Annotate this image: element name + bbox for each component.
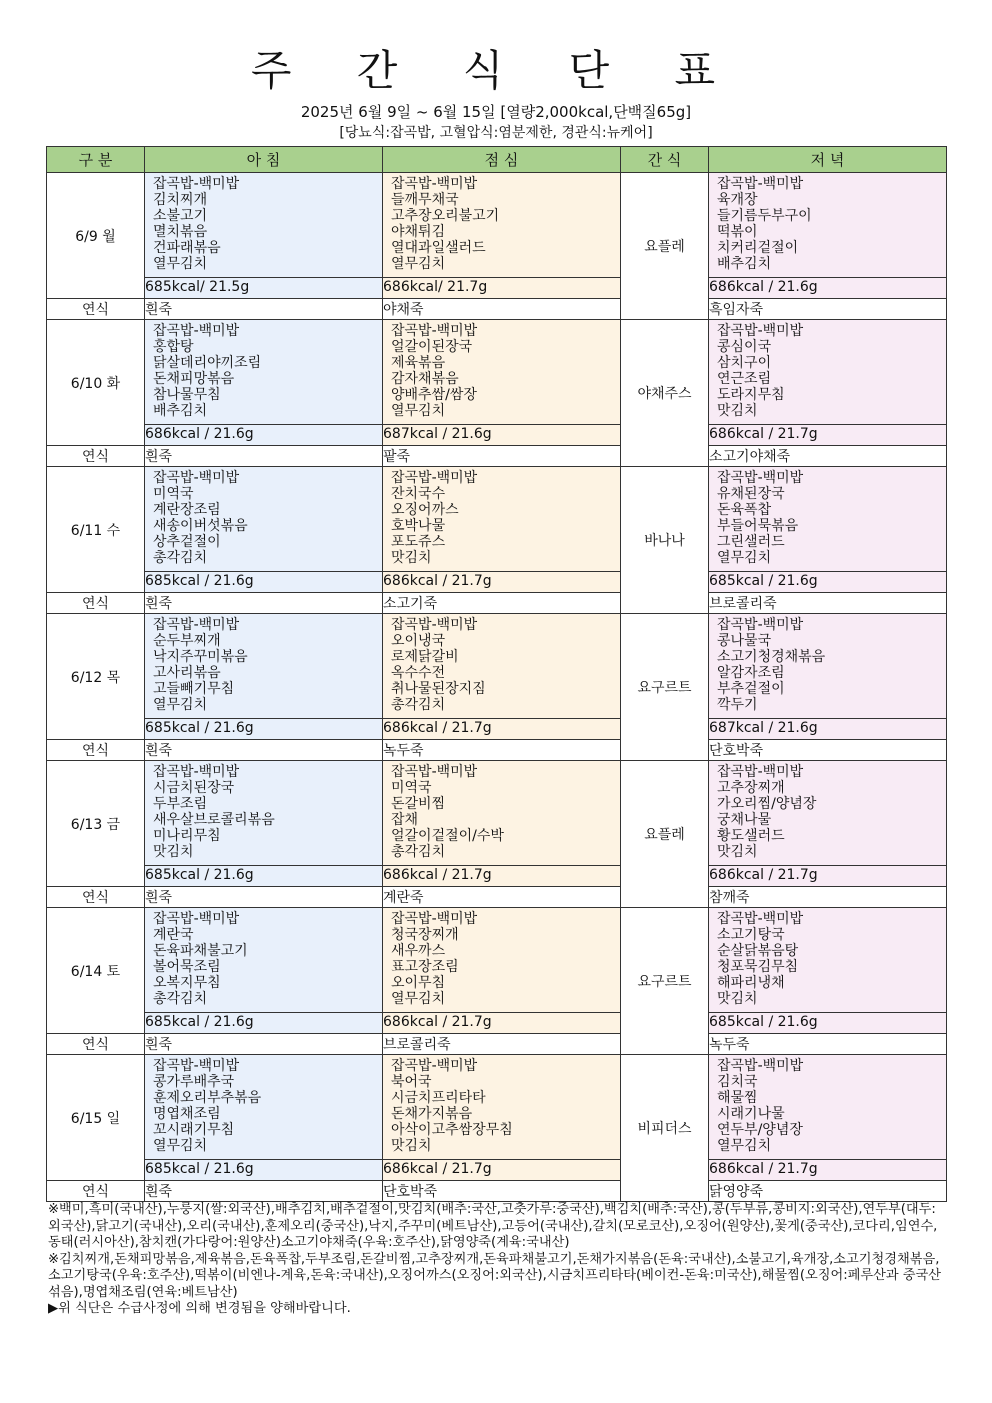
menu-items-row xyxy=(47,614,947,719)
lunch-item: 로제닭갈비 xyxy=(391,649,459,665)
breakfast-cell xyxy=(145,467,383,572)
dinner-item: 잡곡밥-백미밥 xyxy=(717,764,804,780)
dinner-items xyxy=(709,614,946,718)
breakfast-porridge: 흰죽 xyxy=(145,1181,383,1202)
breakfast-cell xyxy=(145,908,383,1013)
change-notice: ▶위 식단은 수급사정에 의해 변경됨을 양해바랍니다. xyxy=(48,1301,351,1316)
dinner-porridge: 녹두죽 xyxy=(709,1034,947,1055)
kcal-row xyxy=(47,425,947,446)
dinner-items xyxy=(709,320,946,424)
origin-note-1: ※백미,흑미(국내산),누룽지(쌀:외국산),배추김치,배추겉절이,맛김치(배추:국산,고춧가루:중국산),백김치(배추:국산),콩(두부류,콩비지:외국산),연두부(대두:외국산),닭고기(국내산),오리(국내산),훈제오리(중국산),낙지,주꾸미(베트남산),고등어(국내산),갈치(모로코산),오징어(원양산),꽃게(중국산),코다리,임연수,동태(러시아산),참치캔(가다랑어:원양산)소고기야채죽(우육:호주산),닭영양죽(계육:국내산) xyxy=(48,1202,938,1250)
breakfast-items xyxy=(145,761,382,865)
breakfast-item: 시금치된장국 xyxy=(153,780,235,796)
breakfast-cell xyxy=(145,761,383,866)
day-label: 6/10 화 xyxy=(47,320,145,446)
dinner-cell xyxy=(709,614,947,719)
dinner-item: 해파리냉채 xyxy=(717,975,785,991)
dinner-cell xyxy=(709,908,947,1013)
breakfast-item: 새송이버섯볶음 xyxy=(153,518,248,534)
breakfast-item: 돈채피망볶음 xyxy=(153,371,235,387)
porridge-row xyxy=(47,887,947,908)
dinner-item: 부들어묵볶음 xyxy=(717,518,799,534)
dinner-item: 치커리겉절이 xyxy=(717,240,799,256)
lunch-item: 고추장오리불고기 xyxy=(391,208,500,224)
breakfast-porridge: 흰죽 xyxy=(145,887,383,908)
lunch-item: 잡곡밥-백미밥 xyxy=(391,1058,478,1074)
dinner-porridge: 참깨죽 xyxy=(709,887,947,908)
dinner-item: 돈육폭찹 xyxy=(717,502,772,518)
dinner-kcal: 686kcal / 21.7g xyxy=(709,866,947,887)
lunch-item: 미역국 xyxy=(391,780,432,796)
snack-cell: 비피더스 xyxy=(621,1055,709,1202)
dinner-item: 유채된장국 xyxy=(717,486,785,502)
dinner-item: 열무김치 xyxy=(717,550,772,566)
lunch-item: 들깨무채국 xyxy=(391,192,459,208)
dinner-items xyxy=(709,908,946,1012)
breakfast-item: 열무김치 xyxy=(153,256,208,272)
dinner-item: 잡곡밥-백미밥 xyxy=(717,323,804,339)
dinner-item: 순살닭볶음탕 xyxy=(717,943,799,959)
menu-items-row xyxy=(47,1055,947,1160)
breakfast-kcal: 685kcal / 21.6g xyxy=(145,1013,383,1034)
day-label: 6/13 금 xyxy=(47,761,145,887)
snack-cell: 요플레 xyxy=(621,761,709,908)
dinner-item: 해물찜 xyxy=(717,1090,758,1106)
porridge-row xyxy=(47,1181,947,1202)
menu-items-row xyxy=(47,173,947,278)
dinner-item: 잡곡밥-백미밥 xyxy=(717,176,804,192)
dinner-item: 시래기나물 xyxy=(717,1106,785,1122)
breakfast-item: 멸치볶음 xyxy=(153,224,208,240)
menu-items-row xyxy=(47,761,947,866)
breakfast-cell xyxy=(145,173,383,278)
breakfast-item: 계란국 xyxy=(153,927,194,943)
lunch-item: 잡채 xyxy=(391,812,419,828)
dinner-items xyxy=(709,173,946,277)
breakfast-porridge: 흰죽 xyxy=(145,740,383,761)
breakfast-cell xyxy=(145,1055,383,1160)
breakfast-kcal: 685kcal / 21.6g xyxy=(145,866,383,887)
breakfast-item: 잡곡밥-백미밥 xyxy=(153,617,240,633)
kcal-row xyxy=(47,1160,947,1181)
breakfast-items xyxy=(145,320,382,424)
porridge-label: 연식 xyxy=(47,1034,145,1055)
lunch-cell xyxy=(383,320,621,425)
lunch-item: 잡곡밥-백미밥 xyxy=(391,323,478,339)
lunch-item: 총각김치 xyxy=(391,844,446,860)
breakfast-item: 명엽채조림 xyxy=(153,1106,221,1122)
lunch-item: 야채튀김 xyxy=(391,224,446,240)
lunch-items xyxy=(383,614,620,718)
breakfast-item: 총각김치 xyxy=(153,550,208,566)
breakfast-item: 낙지주꾸미볶음 xyxy=(153,649,248,665)
dinner-item: 배추김치 xyxy=(717,256,772,272)
dinner-item: 맛김치 xyxy=(717,844,758,860)
dinner-item: 콩심이국 xyxy=(717,339,772,355)
lunch-cell xyxy=(383,761,621,866)
breakfast-porridge: 흰죽 xyxy=(145,299,383,320)
menu-items-row xyxy=(47,467,947,572)
lunch-items xyxy=(383,173,620,277)
breakfast-item: 두부조림 xyxy=(153,796,208,812)
lunch-cell xyxy=(383,908,621,1013)
snack-cell: 요구르트 xyxy=(621,908,709,1055)
breakfast-item: 잡곡밥-백미밥 xyxy=(153,764,240,780)
porridge-label: 연식 xyxy=(47,299,145,320)
lunch-kcal: 686kcal / 21.7g xyxy=(383,1013,621,1034)
dinner-item: 잡곡밥-백미밥 xyxy=(717,911,804,927)
dinner-item: 열무김치 xyxy=(717,1138,772,1154)
breakfast-item: 홍합탕 xyxy=(153,339,194,355)
kcal-row xyxy=(47,1013,947,1034)
breakfast-kcal: 685kcal / 21.6g xyxy=(145,719,383,740)
lunch-item: 옥수수전 xyxy=(391,665,446,681)
porridge-row xyxy=(47,1034,947,1055)
dinner-cell xyxy=(709,467,947,572)
breakfast-item: 꼬시래기무침 xyxy=(153,1122,235,1138)
day-label: 6/11 수 xyxy=(47,467,145,593)
lunch-item: 제육볶음 xyxy=(391,355,446,371)
dinner-item: 잡곡밥-백미밥 xyxy=(717,1058,804,1074)
snack-cell: 야채주스 xyxy=(621,320,709,467)
dinner-kcal: 685kcal / 21.6g xyxy=(709,1013,947,1034)
kcal-row xyxy=(47,866,947,887)
breakfast-item: 총각김치 xyxy=(153,991,208,1007)
dinner-item: 청포묵김무침 xyxy=(717,959,799,975)
header-breakfast: 아 침 xyxy=(145,147,383,173)
dinner-item: 알감자조림 xyxy=(717,665,785,681)
breakfast-item: 맛김치 xyxy=(153,844,194,860)
breakfast-cell xyxy=(145,614,383,719)
dinner-porridge: 소고기야채죽 xyxy=(709,446,947,467)
lunch-porridge: 팥죽 xyxy=(383,446,621,467)
breakfast-item: 고사리볶음 xyxy=(153,665,221,681)
lunch-porridge: 야채죽 xyxy=(383,299,621,320)
lunch-kcal: 686kcal / 21.7g xyxy=(383,866,621,887)
lunch-item: 호박나물 xyxy=(391,518,446,534)
dinner-item: 떡볶이 xyxy=(717,224,758,240)
kcal-row xyxy=(47,572,947,593)
lunch-item: 맛김치 xyxy=(391,1138,432,1154)
lunch-porridge: 계란죽 xyxy=(383,887,621,908)
origin-notes xyxy=(48,1202,948,1318)
porridge-label: 연식 xyxy=(47,1181,145,1202)
dinner-porridge: 닭영양죽 xyxy=(709,1181,947,1202)
lunch-item: 잡곡밥-백미밥 xyxy=(391,764,478,780)
breakfast-item: 계란장조림 xyxy=(153,502,221,518)
porridge-label: 연식 xyxy=(47,446,145,467)
header-dinner: 저 녁 xyxy=(709,147,947,173)
breakfast-item: 콩가루배추국 xyxy=(153,1074,235,1090)
breakfast-item: 돈육파채불고기 xyxy=(153,943,248,959)
dinner-item: 콩나물국 xyxy=(717,633,772,649)
lunch-item: 포도쥬스 xyxy=(391,534,446,550)
breakfast-item: 훈제오리부추볶음 xyxy=(153,1090,262,1106)
dinner-items xyxy=(709,467,946,571)
lunch-item: 잔치국수 xyxy=(391,486,446,502)
dinner-porridge: 흑임자죽 xyxy=(709,299,947,320)
lunch-item: 취나물된장지짐 xyxy=(391,681,486,697)
dinner-item: 잡곡밥-백미밥 xyxy=(717,470,804,486)
breakfast-item: 상추겉절이 xyxy=(153,534,221,550)
porridge-row xyxy=(47,446,947,467)
breakfast-item: 김치찌개 xyxy=(153,192,208,208)
lunch-item: 열대과일샐러드 xyxy=(391,240,486,256)
lunch-item: 열무김치 xyxy=(391,256,446,272)
lunch-item: 돈채가지볶음 xyxy=(391,1106,473,1122)
breakfast-item: 소불고기 xyxy=(153,208,208,224)
breakfast-item: 열무김치 xyxy=(153,1138,208,1154)
breakfast-kcal: 685kcal / 21.6g xyxy=(145,1160,383,1181)
menu-items-row xyxy=(47,908,947,1013)
breakfast-item: 잡곡밥-백미밥 xyxy=(153,911,240,927)
dinner-item: 깍두기 xyxy=(717,697,758,713)
dinner-item: 소고기청경채볶음 xyxy=(717,649,826,665)
dinner-porridge: 브로콜리죽 xyxy=(709,593,947,614)
lunch-items xyxy=(383,908,620,1012)
porridge-label: 연식 xyxy=(47,593,145,614)
lunch-item: 총각김치 xyxy=(391,697,446,713)
dinner-item: 삼치구이 xyxy=(717,355,772,371)
lunch-item: 북어국 xyxy=(391,1074,432,1090)
snack-cell: 요구르트 xyxy=(621,614,709,761)
dinner-items xyxy=(709,761,946,865)
lunch-item: 새우까스 xyxy=(391,943,446,959)
weekly-menu-table xyxy=(46,146,947,1202)
lunch-item: 맛김치 xyxy=(391,550,432,566)
day-label: 6/12 목 xyxy=(47,614,145,740)
dinner-kcal: 686kcal / 21.7g xyxy=(709,425,947,446)
lunch-item: 시금치프리타타 xyxy=(391,1090,486,1106)
lunch-item: 오이무침 xyxy=(391,975,446,991)
header-category: 구 분 xyxy=(47,147,145,173)
lunch-items xyxy=(383,761,620,865)
lunch-cell xyxy=(383,614,621,719)
dinner-item: 김치국 xyxy=(717,1074,758,1090)
kcal-row xyxy=(47,719,947,740)
date-range-subtitle: 2025년 6월 9일 ~ 6월 15일 [열량2,000kcal,단백질65g] xyxy=(300,103,692,121)
dinner-item: 연근조림 xyxy=(717,371,772,387)
snack-cell: 바나나 xyxy=(621,467,709,614)
page-title: 주 간 식 단 표 xyxy=(250,46,742,95)
dinner-items xyxy=(709,1055,946,1159)
dinner-item: 소고기탕국 xyxy=(717,927,785,943)
lunch-porridge: 브로콜리죽 xyxy=(383,1034,621,1055)
lunch-item: 돈갈비찜 xyxy=(391,796,446,812)
day-label: 6/14 토 xyxy=(47,908,145,1034)
breakfast-item: 볼어묵조림 xyxy=(153,959,221,975)
breakfast-item: 잡곡밥-백미밥 xyxy=(153,1058,240,1074)
breakfast-items xyxy=(145,908,382,1012)
breakfast-items xyxy=(145,467,382,571)
lunch-kcal: 686kcal/ 21.7g xyxy=(383,278,621,299)
lunch-item: 잡곡밥-백미밥 xyxy=(391,470,478,486)
dinner-item: 연두부/양념장 xyxy=(717,1122,803,1138)
dinner-item: 도라지무침 xyxy=(717,387,785,403)
breakfast-kcal: 685kcal / 21.6g xyxy=(145,572,383,593)
dinner-item: 맛김치 xyxy=(717,403,758,419)
porridge-row xyxy=(47,740,947,761)
origin-note-2: ※김치찌개,돈채피망볶음,제육볶음,돈육폭찹,두부조림,돈갈비찜,고추장찌개,돈육파채불고기,돈채가지볶음(돈육:국내산),소불고기,육개장,소고기청경채볶음,소고기탕국(우육:호주산),떡볶이(비엔나-계육,돈육:국내산),오징어까스(오징어:외국산),시금치프리타타(베이컨-돈육:미국산),해물찜(오징어:페루산과 중국산 섞음),명엽채조림(연육:베트남산) xyxy=(48,1251,942,1300)
header-lunch: 점 심 xyxy=(383,147,621,173)
dinner-kcal: 687kcal / 21.6g xyxy=(709,719,947,740)
porridge-label: 연식 xyxy=(47,887,145,908)
lunch-cell xyxy=(383,467,621,572)
breakfast-porridge: 흰죽 xyxy=(145,446,383,467)
breakfast-items xyxy=(145,1055,382,1159)
lunch-porridge: 소고기죽 xyxy=(383,593,621,614)
dinner-item: 고추장찌개 xyxy=(717,780,785,796)
lunch-items xyxy=(383,467,620,571)
lunch-item: 열무김치 xyxy=(391,991,446,1007)
lunch-item: 표고장조림 xyxy=(391,959,459,975)
dinner-item: 부추겉절이 xyxy=(717,681,785,697)
dinner-item: 맛김치 xyxy=(717,991,758,1007)
lunch-item: 청국장찌개 xyxy=(391,927,459,943)
lunch-porridge: 단호박죽 xyxy=(383,1181,621,1202)
day-label: 6/15 일 xyxy=(47,1055,145,1181)
dinner-cell xyxy=(709,173,947,278)
porridge-row xyxy=(47,593,947,614)
breakfast-item: 닭살데리야끼조림 xyxy=(153,355,262,371)
dinner-kcal: 685kcal / 21.6g xyxy=(709,572,947,593)
lunch-item: 잡곡밥-백미밥 xyxy=(391,911,478,927)
lunch-item: 잡곡밥-백미밥 xyxy=(391,176,478,192)
day-label: 6/9 월 xyxy=(47,173,145,299)
dinner-item: 들기름두부구이 xyxy=(717,208,812,224)
dinner-cell xyxy=(709,320,947,425)
lunch-items xyxy=(383,1055,620,1159)
lunch-items xyxy=(383,320,620,424)
lunch-item: 감자채볶음 xyxy=(391,371,459,387)
lunch-cell xyxy=(383,173,621,278)
breakfast-item: 잡곡밥-백미밥 xyxy=(153,176,240,192)
dinner-cell xyxy=(709,761,947,866)
dinner-item: 그린샐러드 xyxy=(717,534,785,550)
breakfast-item: 참나물무침 xyxy=(153,387,221,403)
breakfast-item: 새우살브로콜리볶음 xyxy=(153,812,275,828)
dinner-cell xyxy=(709,1055,947,1160)
breakfast-kcal: 685kcal/ 21.5g xyxy=(145,278,383,299)
breakfast-porridge: 흰죽 xyxy=(145,593,383,614)
lunch-item: 얼갈이된장국 xyxy=(391,339,473,355)
lunch-item: 양배추쌈/쌈장 xyxy=(391,387,477,403)
snack-cell: 요플레 xyxy=(621,173,709,320)
breakfast-cell xyxy=(145,320,383,425)
breakfast-item: 건파래볶음 xyxy=(153,240,221,256)
lunch-cell xyxy=(383,1055,621,1160)
lunch-porridge: 녹두죽 xyxy=(383,740,621,761)
lunch-kcal: 686kcal / 21.7g xyxy=(383,1160,621,1181)
lunch-kcal: 687kcal / 21.6g xyxy=(383,425,621,446)
breakfast-items xyxy=(145,173,382,277)
dinner-item: 궁채나물 xyxy=(717,812,772,828)
dinner-kcal: 686kcal / 21.6g xyxy=(709,278,947,299)
breakfast-item: 잡곡밥-백미밥 xyxy=(153,323,240,339)
dinner-kcal: 686kcal / 21.7g xyxy=(709,1160,947,1181)
lunch-kcal: 686kcal / 21.7g xyxy=(383,572,621,593)
lunch-kcal: 686kcal / 21.7g xyxy=(383,719,621,740)
diet-note: [당뇨식:잡곡밥, 고혈압식:염분제한, 경관식:뉴케어] xyxy=(339,125,653,141)
breakfast-item: 순두부찌개 xyxy=(153,633,221,649)
dinner-item: 황도샐러드 xyxy=(717,828,785,844)
breakfast-kcal: 686kcal / 21.6g xyxy=(145,425,383,446)
dinner-item: 잡곡밥-백미밥 xyxy=(717,617,804,633)
header-row xyxy=(47,147,947,173)
menu-items-row xyxy=(47,320,947,425)
breakfast-porridge: 흰죽 xyxy=(145,1034,383,1055)
breakfast-item: 잡곡밥-백미밥 xyxy=(153,470,240,486)
lunch-item: 아삭이고추쌈장무침 xyxy=(391,1122,513,1138)
dinner-porridge: 단호박죽 xyxy=(709,740,947,761)
breakfast-item: 오복지무침 xyxy=(153,975,221,991)
lunch-item: 얼갈이겉절이/수박 xyxy=(391,828,504,844)
breakfast-items xyxy=(145,614,382,718)
breakfast-item: 미나리무침 xyxy=(153,828,221,844)
dinner-item: 가오리찜/양념장 xyxy=(717,796,817,812)
kcal-row xyxy=(47,278,947,299)
breakfast-item: 미역국 xyxy=(153,486,194,502)
dinner-item: 육개장 xyxy=(717,192,758,208)
breakfast-item: 배추김치 xyxy=(153,403,208,419)
breakfast-item: 열무김치 xyxy=(153,697,208,713)
lunch-item: 열무김치 xyxy=(391,403,446,419)
header-snack: 간 식 xyxy=(621,147,709,173)
lunch-item: 오징어까스 xyxy=(391,502,459,518)
lunch-item: 잡곡밥-백미밥 xyxy=(391,617,478,633)
porridge-label: 연식 xyxy=(47,740,145,761)
lunch-item: 오이냉국 xyxy=(391,633,446,649)
porridge-row xyxy=(47,299,947,320)
breakfast-item: 고들빼기무침 xyxy=(153,681,235,697)
